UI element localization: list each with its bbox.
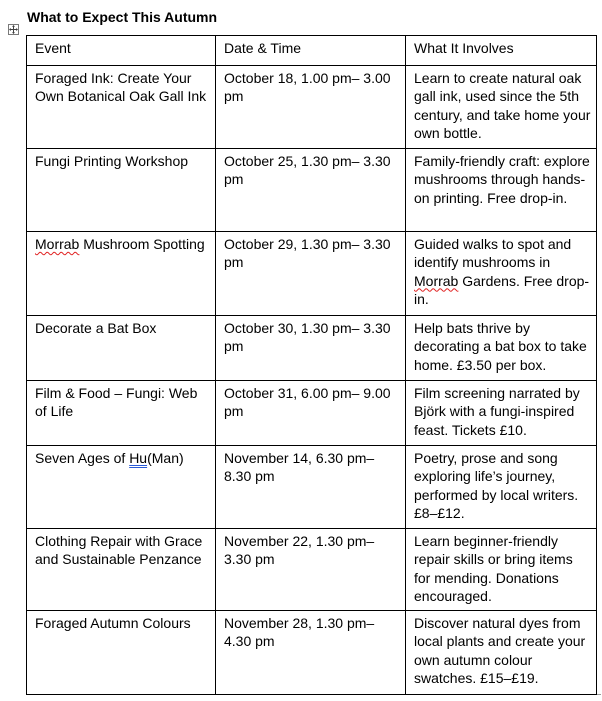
details-cell[interactable]: Film screening narrated by Björk with a fungi-inspired feast. Tickets £10. (406, 381, 597, 446)
date-time-cell[interactable]: November 14, 6.30 pm– 8.30 pm (216, 446, 406, 529)
event-cell[interactable]: Foraged Autumn Colours (27, 611, 216, 695)
date-time-cell[interactable]: October 25, 1.30 pm– 3.30 pm (216, 149, 406, 232)
table-row (27, 66, 597, 149)
date-time-cell[interactable]: November 28, 1.30 pm– 4.30 pm (216, 611, 406, 695)
details-cell[interactable]: Poetry, prose and song exploring life’s journey, performed by local writers. £8–£12. (406, 446, 597, 529)
date-time-cell[interactable]: October 31, 6.00 pm– 9.00 pm (216, 381, 406, 446)
date-time-cell[interactable]: October 18, 1.00 pm– 3.00 pm (216, 66, 406, 149)
table-row (27, 529, 597, 611)
table-row (27, 149, 597, 232)
four-way-arrow-icon (9, 25, 18, 34)
table-row (27, 446, 597, 529)
grammar-flagged-word[interactable]: Hu (129, 450, 148, 466)
event-cell[interactable]: Fungi Printing Workshop (27, 149, 216, 232)
date-time-cell[interactable]: October 29, 1.30 pm– 3.30 pm (216, 232, 406, 316)
details-cell[interactable]: Help bats thrive by decorating a bat box to take home. £3.50 per box. (406, 316, 597, 381)
details-cell[interactable] (406, 232, 597, 316)
event-cell[interactable]: Film & Food – Fungi: Web of Life (27, 381, 216, 446)
header-cell-what-it-involves[interactable]: What It Involves (406, 36, 597, 66)
document-title: What to Expect This Autumn (27, 9, 218, 25)
event-cell[interactable]: Decorate a Bat Box (27, 316, 216, 381)
events-table (26, 35, 597, 695)
event-cell[interactable] (27, 232, 216, 316)
table-row (27, 316, 597, 381)
table-move-icon[interactable] (8, 24, 19, 35)
table-header-row (27, 36, 597, 66)
date-time-cell[interactable]: October 30, 1.30 pm– 3.30 pm (216, 316, 406, 381)
event-cell[interactable]: Foraged Ink: Create Your Own Botanical Oak Gall Ink (27, 66, 216, 149)
details-cell[interactable]: Family-friendly craft: explore mushrooms through hands-on printing. Free drop-in. (406, 149, 597, 232)
details-text: Gardens. Free drop-in. (414, 272, 590, 307)
spelling-flagged-word[interactable]: Morrab (414, 272, 459, 289)
details-cell[interactable]: Discover natural dyes from local plants and create your own autumn colour swatches. £15–£19. (406, 611, 597, 695)
header-cell-event[interactable]: Event (27, 36, 216, 66)
event-text: Seven Ages of (35, 450, 130, 466)
date-time-cell[interactable]: November 22, 1.30 pm– 3.30 pm (216, 529, 406, 611)
table-row (27, 232, 597, 316)
event-cell[interactable]: Clothing Repair with Grace and Sustainable Penzance (27, 529, 216, 611)
table-row (27, 381, 597, 446)
details-cell[interactable]: Learn to create natural oak gall ink, used since the 5th century, and take home your own bottle. (406, 66, 597, 149)
event-text: Mushroom Spotting (79, 236, 205, 252)
event-cell[interactable] (27, 446, 216, 529)
spelling-flagged-word[interactable]: Morrab (35, 236, 80, 252)
event-text: (Man) (147, 450, 184, 466)
details-text: Guided walks to spot and identify mushrooms in (414, 236, 572, 271)
table-row (27, 611, 597, 695)
table-end-marker (597, 694, 601, 695)
header-cell-date-time[interactable]: Date & Time (216, 36, 406, 66)
details-cell[interactable]: Learn beginner-friendly repair skills or bring items for mending. Donations encouraged. (406, 529, 597, 611)
